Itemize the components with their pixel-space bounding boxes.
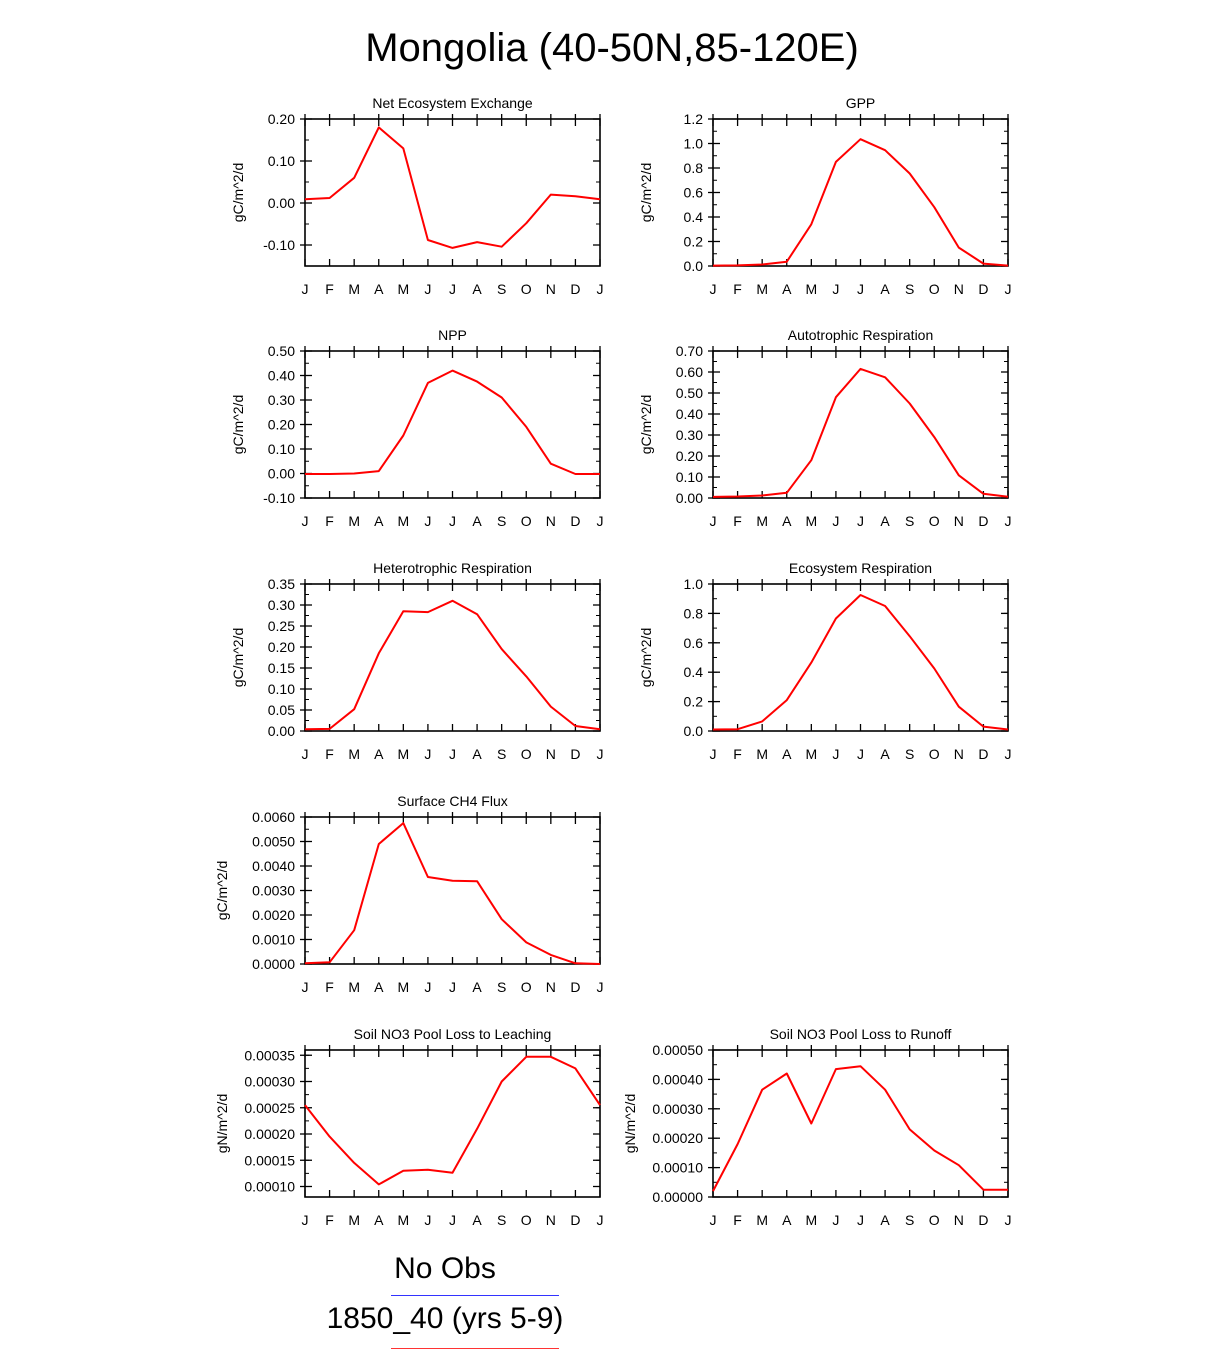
x-tick-label: J [449, 513, 456, 529]
x-tick-label: F [325, 1212, 334, 1228]
x-tick-label: N [545, 513, 556, 529]
y-tick-label: 0.70 [675, 343, 703, 359]
series-line [713, 139, 1008, 265]
x-tick-label: F [733, 281, 742, 297]
series-line [305, 371, 600, 474]
y-tick-label: 0.0010 [252, 931, 295, 948]
plot-frame [713, 119, 1008, 266]
x-tick-label: N [545, 746, 556, 762]
x-tick-label: J [1004, 513, 1012, 529]
y-tick-label: 0.00025 [244, 1099, 295, 1116]
y-tick-label: 0.4 [683, 209, 703, 225]
plot-frame [305, 584, 600, 731]
x-tick-label: S [496, 746, 507, 762]
series-line [305, 601, 600, 730]
x-tick-label: O [520, 1212, 532, 1228]
y-axis-label: gC/m^2/d [230, 394, 246, 455]
x-tick-label: F [733, 1212, 742, 1228]
panel-title: Ecosystem Respiration [788, 560, 933, 576]
x-tick-label: S [904, 281, 915, 297]
x-tick-label: O [928, 281, 940, 297]
x-tick-label: N [545, 1212, 556, 1228]
x-tick-label: M [348, 746, 361, 762]
plot-frame [713, 351, 1008, 498]
y-tick-label: 0.00030 [652, 1100, 703, 1117]
x-tick-label: J [596, 979, 604, 995]
x-tick-label: M [805, 1212, 818, 1228]
x-tick-label: J [709, 513, 717, 529]
y-tick-label: 0.20 [675, 448, 703, 464]
x-tick-label: A [472, 979, 482, 995]
x-tick-label: M [397, 746, 410, 762]
x-tick-label: A [374, 746, 384, 762]
x-tick-label: O [520, 281, 532, 297]
y-tick-label: -0.10 [263, 490, 295, 506]
plot-frame [305, 119, 600, 266]
y-tick-label: 0.10 [267, 681, 295, 697]
x-tick-label: J [596, 281, 604, 297]
x-tick-label: S [496, 281, 507, 297]
plot-frame [305, 817, 600, 964]
x-tick-label: J [857, 746, 864, 762]
x-tick-label: J [424, 1212, 432, 1228]
y-tick-label: 0.0060 [252, 809, 295, 825]
y-axis-label: gC/m^2/d [214, 860, 230, 921]
x-tick-label: D [978, 281, 989, 297]
y-tick-label: 0.8 [683, 160, 703, 176]
x-tick-label: J [709, 1212, 717, 1228]
x-tick-label: M [805, 746, 818, 762]
y-tick-label: 0.0 [683, 258, 703, 274]
y-tick-label: 0.00050 [652, 1042, 703, 1058]
y-tick-label: 0.0020 [252, 907, 295, 923]
y-tick-label: 0.0040 [252, 858, 295, 874]
y-axis-label: gC/m^2/d [638, 627, 654, 688]
x-tick-label: F [325, 281, 334, 297]
x-tick-label: J [596, 1212, 604, 1228]
x-tick-label: O [928, 1212, 940, 1228]
panel-surface-ch4-flux [214, 793, 604, 995]
x-tick-label: D [570, 1212, 581, 1228]
x-tick-label: M [756, 746, 769, 762]
panel-title: GPP [845, 95, 876, 111]
x-tick-label: J [301, 281, 309, 297]
y-tick-label: 0.2 [683, 233, 703, 250]
x-tick-label: J [832, 1212, 840, 1228]
y-tick-label: 0.00 [675, 490, 703, 506]
x-tick-label: M [397, 513, 410, 529]
x-tick-label: J [857, 1212, 864, 1228]
x-tick-label: A [374, 281, 384, 297]
x-tick-label: M [348, 979, 361, 995]
x-tick-label: J [449, 746, 456, 762]
x-tick-label: J [424, 979, 432, 995]
y-tick-label: 0.20 [267, 416, 295, 433]
y-tick-label: -0.10 [263, 237, 295, 253]
x-tick-label: J [596, 513, 604, 529]
x-tick-label: N [953, 1212, 964, 1228]
x-tick-label: M [756, 513, 769, 529]
y-tick-label: 1.0 [683, 576, 703, 592]
series-line [305, 1057, 600, 1185]
x-tick-label: A [374, 1212, 384, 1228]
y-tick-label: 0.10 [267, 441, 295, 457]
panel-gpp [638, 95, 1012, 297]
y-tick-label: 1.2 [683, 111, 703, 127]
y-tick-label: 0.30 [267, 597, 295, 613]
x-tick-label: J [449, 979, 456, 995]
y-tick-label: 0.00030 [244, 1073, 295, 1090]
x-tick-label: M [397, 281, 410, 297]
y-tick-label: 0.6 [683, 634, 703, 651]
x-tick-label: N [953, 746, 964, 762]
x-tick-label: F [733, 513, 742, 529]
x-tick-label: D [978, 746, 989, 762]
y-tick-label: 0.00020 [652, 1130, 703, 1147]
x-tick-label: A [880, 281, 890, 297]
y-tick-label: 0.8 [683, 605, 703, 622]
x-tick-label: D [570, 979, 581, 995]
series-line [713, 1066, 1008, 1191]
x-tick-label: F [325, 746, 334, 762]
x-tick-label: N [545, 979, 556, 995]
y-tick-label: 0.50 [675, 385, 703, 401]
x-tick-label: A [782, 746, 792, 762]
x-tick-label: S [496, 1212, 507, 1228]
x-tick-label: O [520, 746, 532, 762]
y-tick-label: 0.20 [267, 111, 295, 127]
y-axis-label: gN/m^2/d [622, 1093, 638, 1154]
x-tick-label: N [953, 281, 964, 297]
panel-title: Surface CH4 Flux [397, 793, 508, 809]
y-tick-label: 0.30 [675, 427, 703, 443]
x-tick-label: A [472, 746, 482, 762]
y-tick-label: 0.0030 [252, 882, 295, 899]
y-tick-label: 0.2 [683, 693, 703, 710]
legend-line-1850-40 [391, 1348, 559, 1349]
y-tick-label: 0.00010 [244, 1178, 295, 1195]
y-tick-label: 0.40 [267, 367, 295, 384]
panel-soil-no3-pool-loss-to-runoff [622, 1026, 1012, 1228]
x-tick-label: M [805, 281, 818, 297]
x-tick-label: N [545, 281, 556, 297]
x-tick-label: J [301, 746, 309, 762]
legend-line-no-obs [391, 1295, 559, 1296]
x-tick-label: D [570, 281, 581, 297]
x-tick-label: J [709, 746, 717, 762]
panel-title: Heterotrophic Respiration [373, 560, 532, 576]
x-tick-label: A [472, 281, 482, 297]
x-tick-label: D [978, 513, 989, 529]
x-tick-label: M [348, 281, 361, 297]
x-tick-label: M [397, 1212, 410, 1228]
panel-title: Net Ecosystem Exchange [372, 95, 533, 111]
x-tick-label: M [348, 1212, 361, 1228]
x-tick-label: M [397, 979, 410, 995]
y-tick-label: 0.00 [267, 465, 295, 482]
x-tick-label: F [325, 513, 334, 529]
x-tick-label: A [472, 513, 482, 529]
y-tick-label: 0.40 [675, 406, 703, 422]
y-tick-label: 0.05 [267, 702, 295, 718]
x-tick-label: J [832, 746, 840, 762]
series-line [305, 823, 600, 964]
panel-title: Autotrophic Respiration [787, 327, 934, 343]
y-axis-label: gC/m^2/d [638, 162, 654, 223]
x-tick-label: S [904, 746, 915, 762]
x-tick-label: S [496, 979, 507, 995]
plot-frame [305, 1050, 600, 1197]
y-axis-label: gN/m^2/d [214, 1093, 230, 1154]
x-tick-label: N [953, 513, 964, 529]
series-line [713, 595, 1008, 730]
x-tick-label: F [325, 979, 334, 995]
x-tick-label: D [570, 513, 581, 529]
x-tick-label: A [782, 281, 792, 297]
x-tick-label: O [520, 513, 532, 529]
x-tick-label: A [880, 513, 890, 529]
x-tick-label: J [424, 746, 432, 762]
plot-frame [305, 351, 600, 498]
x-tick-label: J [449, 1212, 456, 1228]
legend-label-no-obs: No Obs [394, 1252, 496, 1285]
x-tick-label: F [733, 746, 742, 762]
y-tick-label: 0.30 [267, 392, 295, 408]
x-tick-label: O [928, 746, 940, 762]
y-tick-label: 0.10 [675, 469, 703, 485]
y-tick-label: 0.6 [683, 184, 703, 201]
x-tick-label: A [880, 746, 890, 762]
y-tick-label: 0.10 [267, 153, 295, 169]
panel-heterotrophic-respiration [230, 560, 604, 762]
x-tick-label: D [570, 746, 581, 762]
x-tick-label: J [1004, 746, 1012, 762]
panel-title: NPP [438, 327, 467, 343]
y-tick-label: 0.20 [267, 639, 295, 655]
y-tick-label: 0.00010 [652, 1159, 703, 1176]
y-axis-label: gC/m^2/d [230, 627, 246, 688]
x-tick-label: A [782, 513, 792, 529]
x-tick-label: S [496, 513, 507, 529]
y-tick-label: 1.0 [683, 135, 703, 152]
y-tick-label: 0.00015 [244, 1152, 295, 1169]
x-tick-label: A [880, 1212, 890, 1228]
x-tick-label: J [449, 281, 456, 297]
x-tick-label: J [832, 281, 840, 297]
y-tick-label: 0.35 [267, 576, 295, 592]
y-tick-label: 0.00040 [652, 1071, 703, 1088]
legend-label-1850-40: 1850_40 (yrs 5-9) [326, 1302, 564, 1335]
panel-soil-no3-pool-loss-to-leaching [214, 1026, 604, 1228]
x-tick-label: J [857, 281, 864, 297]
x-tick-label: J [301, 979, 309, 995]
y-tick-label: 0.25 [267, 618, 295, 634]
y-tick-label: 0.60 [675, 364, 703, 380]
x-tick-label: M [348, 513, 361, 529]
y-tick-label: 0.00000 [652, 1189, 703, 1205]
y-tick-label: 0.00 [267, 195, 295, 211]
x-tick-label: J [1004, 1212, 1012, 1228]
x-tick-label: S [904, 513, 915, 529]
x-tick-label: J [301, 513, 309, 529]
x-tick-label: J [1004, 281, 1012, 297]
panel-npp [230, 327, 604, 529]
series-line [305, 127, 600, 247]
y-tick-label: 0.00035 [244, 1047, 295, 1064]
panel-autotrophic-respiration [638, 327, 1012, 529]
panel-title: Soil NO3 Pool Loss to Runoff [769, 1026, 952, 1042]
y-tick-label: 0.00020 [244, 1126, 295, 1142]
x-tick-label: J [857, 513, 864, 529]
panel-net-ecosystem-exchange [230, 95, 604, 297]
plot-frame [713, 584, 1008, 731]
y-tick-label: 0.50 [267, 343, 295, 359]
x-tick-label: A [374, 979, 384, 995]
x-tick-label: J [424, 281, 432, 297]
panel-title: Soil NO3 Pool Loss to Leaching [353, 1026, 552, 1042]
x-tick-label: A [374, 513, 384, 529]
x-tick-label: O [928, 513, 940, 529]
x-tick-label: M [756, 281, 769, 297]
panel-ecosystem-respiration [638, 560, 1012, 762]
x-tick-label: J [832, 513, 840, 529]
x-tick-label: A [472, 1212, 482, 1228]
x-tick-label: A [782, 1212, 792, 1228]
x-tick-label: J [596, 746, 604, 762]
y-tick-label: 0.0 [683, 723, 703, 739]
y-axis-label: gC/m^2/d [230, 162, 246, 223]
y-tick-label: 0.00 [267, 723, 295, 739]
x-tick-label: M [805, 513, 818, 529]
x-tick-label: J [301, 1212, 309, 1228]
x-tick-label: S [904, 1212, 915, 1228]
y-tick-label: 0.15 [267, 660, 295, 676]
series-line [713, 369, 1008, 497]
x-tick-label: J [709, 281, 717, 297]
page-title: Mongolia (40-50N,85-120E) [365, 26, 859, 70]
y-axis-label: gC/m^2/d [638, 394, 654, 455]
x-tick-label: O [520, 979, 532, 995]
y-tick-label: 0.0000 [252, 956, 295, 972]
plot-frame [713, 1050, 1008, 1197]
y-tick-label: 0.0050 [252, 833, 295, 850]
x-tick-label: M [756, 1212, 769, 1228]
x-tick-label: D [978, 1212, 989, 1228]
y-tick-label: 0.4 [683, 664, 703, 681]
x-tick-label: J [424, 513, 432, 529]
